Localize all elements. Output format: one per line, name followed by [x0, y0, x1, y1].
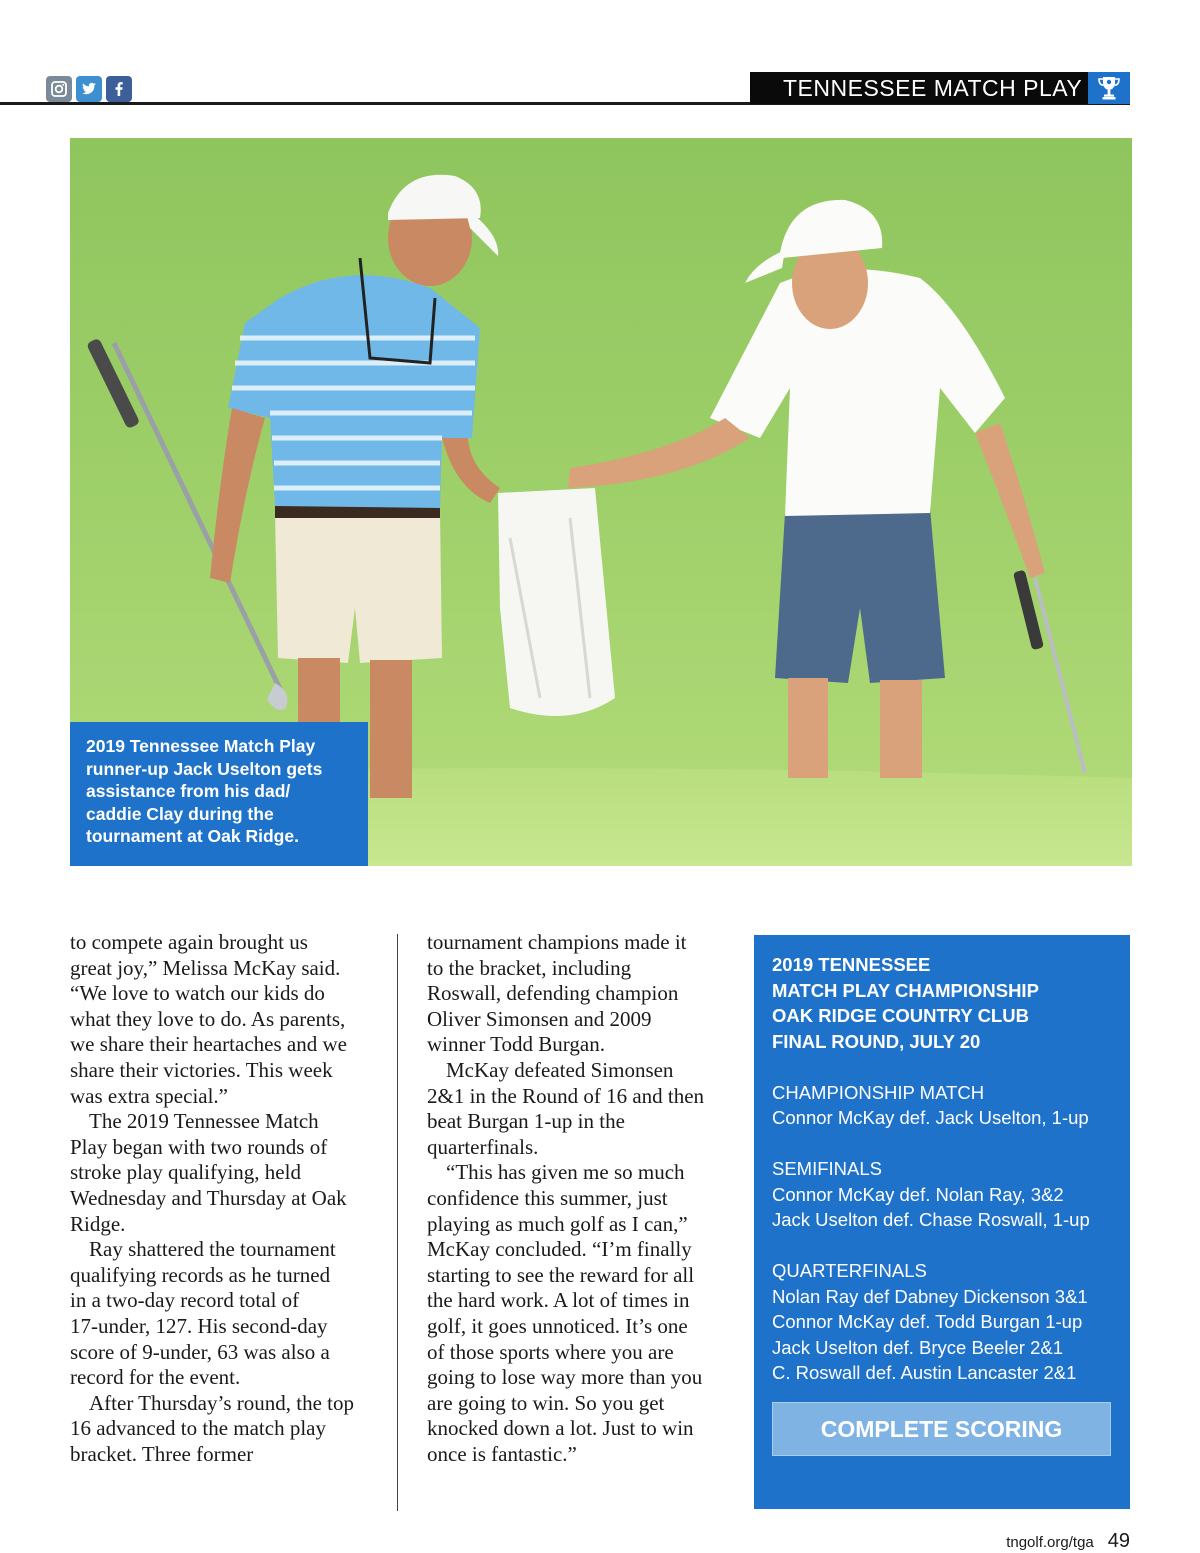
article-line: was extra special.” — [70, 1083, 229, 1108]
article-line: confidence this summer, just — [427, 1185, 668, 1210]
article-line: the hard work. A lot of times in — [427, 1288, 690, 1313]
result-item: Jack Uselton def. Bryce Beeler 2&1 — [772, 1336, 1064, 1358]
article-line: 16 advanced to the match play — [70, 1416, 326, 1441]
results-heading: FINAL ROUND, JULY 20 — [772, 1030, 981, 1052]
article-line: record for the event. — [70, 1365, 241, 1390]
semifinals-title: SEMIFINALS — [772, 1158, 882, 1179]
article-line: beat Burgan 1-up in the — [427, 1109, 625, 1134]
results-heading: MATCH PLAY CHAMPIONSHIP — [772, 979, 1039, 1001]
article-line: winner Todd Burgan. — [427, 1032, 605, 1057]
social-icons — [46, 76, 132, 102]
article-line: in a two-day record total of — [70, 1288, 300, 1313]
result-item: C. Roswall def. Austin Lancaster 2&1 — [772, 1362, 1077, 1383]
section-title: TENNESSEE MATCH PLAY — [750, 72, 1088, 104]
article-line: share their victories. This week — [70, 1057, 333, 1082]
caption-line: assistance from his dad/ — [86, 781, 291, 801]
towel — [498, 488, 615, 716]
quarterfinals-title: QUARTERFINALS — [772, 1260, 927, 1281]
article-column-2 — [427, 930, 732, 1467]
instagram-icon[interactable] — [46, 76, 72, 102]
article-line: The 2019 Tennessee Match — [89, 1109, 319, 1134]
article-line: McKay defeated Simonsen — [446, 1057, 674, 1082]
footer-url[interactable]: tngolf.org/tga — [1006, 1534, 1094, 1551]
article-line: 17-under, 127. His second-day — [70, 1313, 328, 1338]
article-line: to the bracket, including — [427, 955, 632, 980]
article-line: Play began with two rounds of — [70, 1134, 328, 1159]
article-line: bracket. Three former — [70, 1441, 254, 1466]
article-line: stroke play qualifying, held — [70, 1160, 301, 1185]
trophy-badge — [1088, 72, 1130, 104]
article-line: “We love to watch our kids do — [70, 981, 325, 1006]
result-item: Connor McKay def. Todd Burgan 1-up — [772, 1311, 1083, 1332]
caption-line: tournament at Oak Ridge. — [86, 826, 299, 846]
result-item: Nolan Ray def Dabney Dickenson 3&1 — [772, 1285, 1088, 1307]
article-line: starting to see the reward for all — [427, 1262, 695, 1287]
article-column-1 — [70, 930, 375, 1467]
article-line: Ray shattered the tournament — [89, 1237, 336, 1262]
result-item: Connor McKay def. Nolan Ray, 3&2 — [772, 1183, 1064, 1205]
article-line: After Thursday’s round, the top — [89, 1390, 354, 1415]
page-number: 49 — [1107, 1530, 1130, 1552]
caption-line: 2019 Tennessee Match Play — [86, 736, 316, 756]
page-footer — [1006, 1530, 1130, 1553]
trophy-icon — [1094, 74, 1124, 102]
article-line: Wednesday and Thursday at Oak — [70, 1185, 347, 1210]
article-line: once is fantastic.” — [427, 1441, 577, 1466]
article-line: Roswall, defending champion — [427, 981, 679, 1006]
article-line: 2&1 in the Round of 16 and then — [427, 1083, 705, 1108]
championship-title: CHAMPIONSHIP MATCH — [772, 1081, 985, 1103]
article-line: tournament champions made it — [427, 930, 687, 954]
article-line: knocked down a lot. Just to win — [427, 1416, 694, 1441]
caption-line: runner-up Jack Uselton gets — [86, 758, 323, 779]
article-line: to compete again brought us — [70, 930, 308, 954]
article-line: quarterfinals. — [427, 1134, 539, 1159]
article-line: great joy,” Melissa McKay said. — [70, 955, 341, 980]
article-line: are going to win. So you get — [427, 1390, 665, 1415]
article-line: we share their heartaches and we — [70, 1032, 347, 1057]
article-line: of those sports where you are — [427, 1339, 674, 1364]
column-divider — [397, 934, 398, 1511]
photo-caption — [70, 722, 368, 866]
results-heading: 2019 TENNESSEE — [772, 954, 931, 975]
facebook-icon[interactable] — [106, 76, 132, 102]
article-line: playing as much golf as I can,” — [427, 1211, 688, 1236]
article-line: Oliver Simonsen and 2009 — [427, 1006, 652, 1031]
complete-scoring-button[interactable]: COMPLETE SCORING — [772, 1402, 1111, 1456]
results-box — [754, 935, 1130, 1509]
article-line: “This has given me so much — [446, 1160, 685, 1185]
result-item: Connor McKay def. Jack Uselton, 1-up — [772, 1107, 1089, 1128]
article-line: Ridge. — [70, 1211, 126, 1236]
twitter-icon[interactable] — [76, 76, 102, 102]
result-item: Jack Uselton def. Chase Roswall, 1-up — [772, 1209, 1090, 1230]
article-line: score of 9-under, 63 was also a — [70, 1339, 330, 1364]
caption-line: caddie Clay during the — [86, 803, 274, 824]
article-line: McKay concluded. “I’m finally — [427, 1237, 692, 1262]
article-line: going to lose way more than you — [427, 1365, 703, 1390]
article-line: what they love to do. As parents, — [70, 1006, 346, 1031]
results-heading: OAK RIDGE COUNTRY CLUB — [772, 1005, 1029, 1026]
article-line: golf, it goes unnoticed. It’s one — [427, 1313, 688, 1338]
article-line: qualifying records as he turned — [70, 1262, 331, 1287]
